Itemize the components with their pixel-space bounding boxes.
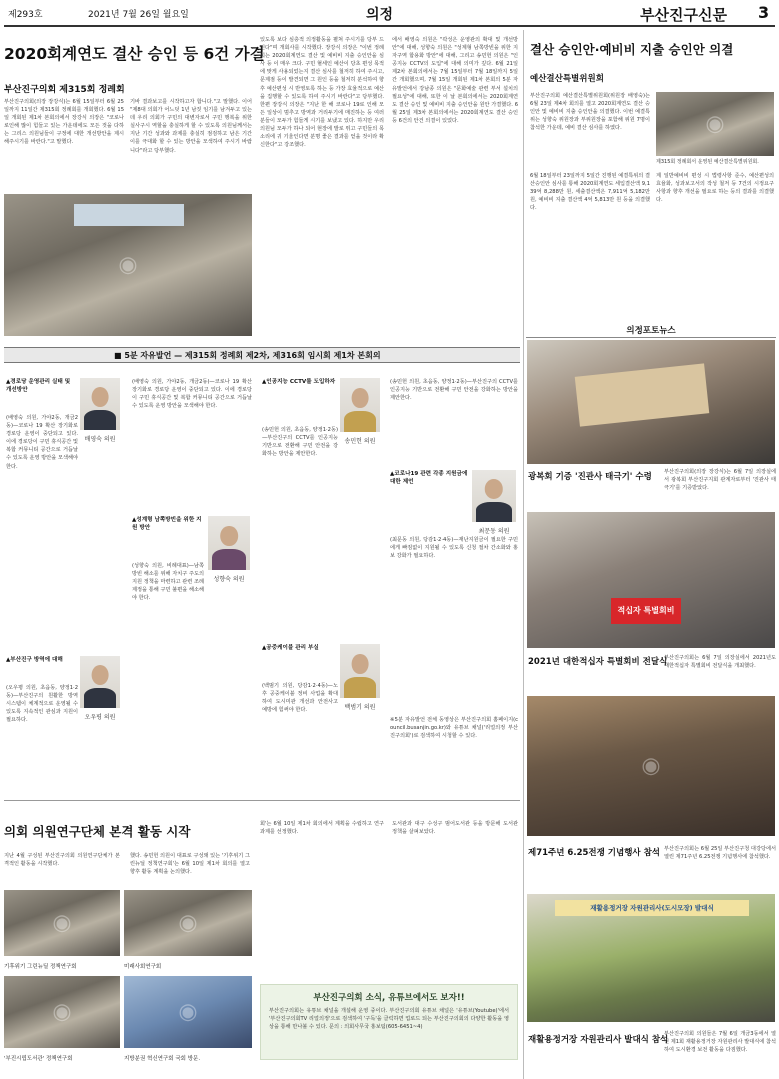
speech-2-portrait	[80, 656, 120, 708]
speech-5-title: ▲공중케이블 관리 부실	[262, 645, 319, 651]
youtube-box-title: 부산진구의회 소식, 유튜브에서도 보자!!	[313, 993, 465, 1003]
photo-news-1-title: 광복회 기증 '진관사 태극기' 수령	[528, 472, 652, 482]
speech-4-portrait	[340, 378, 380, 432]
research-group-photo-4	[124, 976, 252, 1048]
photo-news-4-text: 부산진구의회 의원들은 7월 6일 개금3동에서 열린 제1회 재활용정거장 자원관리사 발대식에 참석하여 도시환경 보전 활동을 다짐했다.	[664, 1031, 776, 1054]
camera-icon: ◉	[641, 753, 661, 779]
speech-3-title: ▲성계형 남쪽방빈을 위한 지원 방안	[132, 517, 202, 532]
masthead	[0, 0, 779, 28]
speech-6-text: (최문동 의원, 당감1·2·4동)—재난지원금이 필요한 구민에게 빠짐없이 지원될 수 있도록 신청 절차 간소화와 홍보 강화가 필요하다.	[390, 537, 518, 560]
plenary-session-photo	[4, 194, 252, 336]
speech-5-name: 백범기 의원	[344, 704, 376, 711]
speech-4-text: (송민헌 의원, 초읍동, 양정1·2동)—부산진구의 CCTV를 인공지능 기반으로 전환해 구민 안전을 강화하는 방안을 제안한다.	[262, 427, 338, 458]
speech-note: ※5분 자유발언 전체 동영상은 부산진구의회 홈페이지(council.busanjin.go.kr)와 유튜브 채널('리얼의정 부산진구의회')로 검색하여 시청할 수 있다.	[390, 717, 518, 740]
speech-5-portrait	[340, 644, 380, 698]
speech-5-text: (백범기 의원, 당감1·2·4동)—노후 공중케이블 정비 사업을 확대하여 도시미관 개선과 안전사고 예방에 힘써야 한다.	[262, 683, 338, 714]
article1-col2: 기바 결과보고를 시작하고자 합니다."고 말했다. 이어 "제8대 의회가 어느덧 1년 남짓 임기를 남겨두고 있는데 우리 의회가 구민의 대변자로서 구민 행복을 위한 실사구시 역할을 충실하게 할 수 있도록 의원님께서는 지난 기간 성과와 과제를 충실히 점검하고 남은 기간 이를 극대화 할 수 있는 방안을 모색하여 주시기 바랍니다"라고 당부했다.	[130, 99, 252, 154]
speech-1-portrait	[80, 378, 120, 430]
speech-4-name: 송민헌 의원	[344, 438, 376, 445]
issue-number: 제293호	[8, 10, 43, 20]
budget-committee-caption: 제315회 정례회서 운영된 예산결산특별위원회.	[656, 159, 759, 165]
speech-6-title: ▲코로나19 관련 각종 지원금에 대한 제언	[390, 471, 468, 486]
column-divider	[523, 30, 524, 1079]
flag-icon	[575, 363, 710, 426]
article3-rule	[4, 800, 520, 801]
speech-4-continued: (송민헌 의원, 초읍동, 양정1·2동)—부산진구의 CCTV를 인공지능 기반으로 전환해 구민 안전을 강화하는 방안을 제안한다.	[390, 379, 518, 402]
photo-news-2-text: 부산진구의회는 6월 7일 의장실에서 2021년도 대한적십자 특별회비 전달식을 개최했다.	[664, 655, 776, 670]
budget-committee-photo	[656, 92, 774, 156]
article1-col1: 부산진구의회(의장 장강식)는 6월 15일부터 6월 25일까지 11일간 제315회 정례회를 개회했다. 6월 15일 개회된 제1차 본회의에서 장강식 의장은 "코로나로인해 많이 힘들고 있는 가운데에도 모든 것을 다하는 그리스 의원님들이 구정에 대한 개선방안을 제시해주시기를 바란다."고 말했다.	[4, 99, 124, 146]
article1-subhead: 부산진구의회 제315회 정례회	[4, 85, 125, 95]
photo-news-3-text: 부산진구의회는 6월 25일 부산진구청 대강당에서 열린 제71주년 6.25전쟁 기념행사에 참석했다.	[664, 846, 776, 861]
page-number: 3	[758, 3, 770, 22]
speech-1-title: ▲경로당 운영관리 실태 및 개선방안	[6, 379, 71, 394]
speech-1-continued: (배영숙 의원, 가야2동, 개금2동)—코로나 19 확산 장기화로 경로당 운영이 중단되고 있다. 이에 경로당이 구민 휴식공간 및 복합 커뮤니티 공간으로 거듭날 수 있도록 운영 방안을 모색해야 한다.	[132, 379, 252, 410]
research-group-caption-4: 지방분권 혁신연구회 국회 방문.	[124, 1056, 201, 1062]
research-group-photo-2	[124, 890, 252, 956]
paper-name: 부산진구신문	[640, 6, 727, 24]
research-group-photo-3	[4, 976, 120, 1048]
article2-body1: 부산진구의회 예산결산특별위원회(위원장 배영숙)는 6월 23일 제4차 회의를 열고 2020회계연도 결산 승인안 및 예비비 지출 승인안을 의결했다. 이번 예결특위는 성향숙 위원장과 부위원장을 포함해 위원 7명이 참석한 가운데, 예비 결산 심사를 하였다.	[530, 93, 650, 132]
issue-date: 2021년 7월 26일 월요일	[88, 10, 189, 20]
article3-body1: 지난 4월 구성된 부산진구의회 의원연구단체가 본격적인 활동을 시작했다.	[4, 853, 120, 868]
photo-625-ceremony	[527, 696, 775, 836]
article1-col4: 에서 배영숙 의원은 "곽성은 운영관의 확대 및 개선방안"에 대해, 성향숙 의원은 "성계형 남쪽방빈을 위한 지자구역 합용화 방안"에 대해, 그리고 송민헌 의원은 "인공지능 CCTV의 도입"에 대해 의미가 깊다. 6월 21일 제2차 본회의에서는 7월 15일부터 7월 18일까지 5일간 개회했으며, 7월 15일 개회된 제1차 본회의 5분 자유발언에서 강남종 의원은 "문화예술 관련 부서 설치의 필요성"에 대해, 또한 이 날 본회의에서는 2020회계연도 결산 승인 및 예비비 지출 승인안을 원안 가결했다. 6월 25일 제3차 본회의에서는 2020회계연도 결산 승인 등 6건의 안건 의결이 있었다.	[392, 37, 518, 124]
speech-1-name: 배영숙 의원	[84, 436, 116, 443]
speech-4-title: ▲인공지능 CCTV를 도입하자	[262, 379, 336, 385]
article2-body2: 6월 18일부터 23일까지 5일간 진행된 예결특위의 결산승인안 심사를 통해 2020회계연도 세입결산액 9,139억 8,288만 원, 세출결산액은 7,911억 5,182만 원, 예비비 지출 결산액 4억 5,813만 원 등을 의결했다.	[530, 173, 650, 212]
free-speech-header: ■ 5분 자유발언 — 제315회 정례회 제2차, 제316회 임시회 제1차 본회의	[4, 347, 520, 363]
speech-3-portrait	[208, 516, 250, 570]
photo-news-4-title: 재활용정거장 자원관리사 발대식 참석	[528, 1035, 669, 1045]
article3-body2: 했다. 송민헌 의원이 대표로 구성돼 있는 '기후위기 그린뉴딜 정책연구회'는 6월 10일 제1차 회의를 열고 향후 활동 계획을 논의했다.	[130, 853, 250, 876]
camera-icon: ◉	[118, 252, 138, 278]
photo-recycling-launch	[527, 894, 775, 1022]
photo-taegukgi	[527, 340, 775, 464]
article2-headline: 결산 승인안·예비비 지출 승인안 의결	[530, 42, 734, 57]
recycling-banner: 재활용정거장 자원관리사(도시모장) 발대식	[555, 900, 749, 916]
camera-icon: ◉	[52, 999, 72, 1025]
speech-2-name: 오우평 의원	[84, 714, 116, 721]
photo-red-cross	[527, 512, 775, 648]
speech-6-portrait	[472, 470, 516, 522]
article1-col3: 있도록 보다 심층적 의정활동을 펼쳐 주시기를 당부 드린다"며 개회사를 시작했다. 장강식 의장은 "이번 정례회는 2020회계연도 결산 및 예비비 지출 승인안을 심사 등 이 매우 크다. 구민 혈세인 예산이 당초 편성 목적에 맞게 사용되었는지 결산 심사를 철저히 하여 주시고, 문제점 등이 발견되면 그 원인 등을 철저히 분석하여 향후 예산편성 시 반영토록 하는 등 가장 효율적으로 예산을 집행할 수 있도록 하여 주시기 바란다"고 당부했다. 한편 장강식 의장은 "지난 한 해 코로나 19로 인해 모든 일상이 멈추고 방역과 거리두기에 매진하는 등 여러분들이 모두가 힘들게 시기를 보냈고 있다. 하지만 우리 의원님 모두가 하나 되어 현장에 발로 뛰고 구민들의 목소리에 귀 기울인다면 분명 좋은 결과를 얻을 것이라 확신한다"고 강조했다.	[260, 37, 384, 149]
masthead-rule	[4, 25, 775, 27]
speech-6-name: 최문동 의원	[478, 528, 510, 535]
research-group-caption-2: 미래사회연구회	[124, 964, 162, 970]
speech-3-name: 성향숙 의원	[213, 576, 245, 583]
article3-body4: 도서관과 대구 수성구 범어도서관 등을 방문해 도서관 정책을 살펴보았다.	[392, 821, 518, 836]
speech-3-text: (성향숙 의원, 비례대표)—남쪽 방빈 해소를 위해 자치구 주도의 지원 정책을 마련하고 관련 조례 제정을 통해 구민 불편을 해소해야 한다.	[132, 563, 204, 602]
youtube-box	[260, 984, 518, 1060]
article3-headline: 의회 의원연구단체 본격 활동 시작	[4, 824, 191, 839]
youtube-box-text: 부산진구의회는 유튜브 채널을 개설해 운영 중이다. 부산진구의회 유튜브 채널은 '유튜브(Youtube)'에서 '부산진구의회TV 리얼의정'으로 검색하여 '구독'을 클릭하면 업로드 되는 부산진구의회의 다양한 활동을 영상을 통해 만나볼 수 있다. 문의 : 의회사무국 홍보팀(605-6451~4)	[269, 1008, 509, 1031]
photo-news-2-title: 2021년 대한적십자 특별회비 전달식	[528, 657, 668, 667]
speech-1-text: (배영숙 의원, 가야2동, 개금2동)—코로나 19 확산 장기화로 경로당 운영이 중단되고 있다. 이에 경로당이 구민 휴식공간 및 복합 커뮤니티 공간으로 거듭날 수 있도록 운영 방안을 모색해야 한다.	[6, 415, 78, 470]
hall-screen	[74, 204, 184, 226]
article2-body3: 계 일반예비비 편성 시 법령사항 준수, 예산편성의 효율화, 성과보고서의 작성 철저 등 7건의 시정요구사항과 향후 개선을 필요로 하는 등의 결과를 의결했다.	[656, 173, 774, 204]
article1-headline: 2020회계연도 결산 승인 등 6건 가결	[4, 45, 265, 63]
camera-icon: ◉	[178, 999, 198, 1025]
camera-icon: ◉	[705, 111, 725, 137]
camera-icon: ◉	[178, 910, 198, 936]
photo-news-header: 의정포토뉴스	[526, 322, 776, 338]
red-cross-banner: 적십자 특별회비	[611, 598, 681, 624]
article3-body3: 회'는 6월 10일 제1차 회의에서 계획을 수립하고 연구 과제를 선정했다.	[260, 821, 384, 836]
section-title: 의정	[366, 7, 394, 23]
research-group-caption-1: 기후위기 그린뉴딜 정책연구회	[4, 964, 77, 970]
photo-news-3-title: 제71주년 6.25전쟁 기념행사 참석	[528, 848, 661, 858]
research-group-caption-3: '부진시립도서관' 정책연구회	[4, 1056, 73, 1062]
research-group-photo-1	[4, 890, 120, 956]
article2-subhead: 예산결산특별위원회	[530, 74, 604, 84]
speech-2-title: ▲부산진구 방역에 대해	[6, 657, 63, 663]
photo-news-1-text: 부산진구의회(의장 장강식)는 6월 7일 의장실에서 광복회 부산진구지회 관계자로부터 '진관사 태극기'를 기증받았다.	[664, 469, 776, 492]
speech-2-text: (오우평 의원, 초읍동, 양정1·2동)—부산진구의 원활한 방역 시스템이 체계적으로 운영될 수 있도록 지속적인 관심과 지원이 필요하다.	[6, 685, 78, 724]
camera-icon: ◉	[52, 910, 72, 936]
